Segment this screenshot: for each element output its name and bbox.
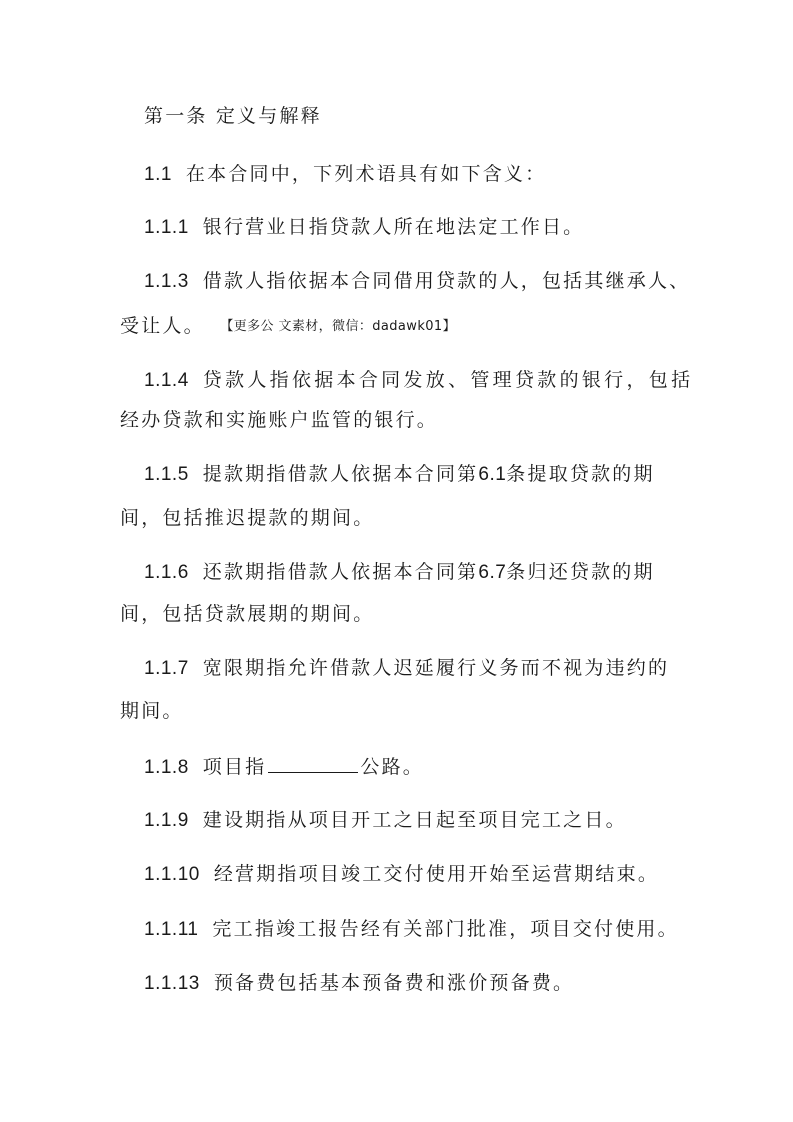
clause-text: 借款人指依据本合同借用贷款的人，包括其继承人、 bbox=[202, 270, 691, 292]
clause-text: 条提取贷款的期 bbox=[506, 463, 655, 485]
clause-text: 经办贷款和实施账户监管的银行。 bbox=[120, 409, 439, 431]
clause-1-1-3-line2 bbox=[120, 314, 456, 341]
clause-number: 1.1 bbox=[144, 164, 172, 185]
article-heading bbox=[144, 104, 322, 128]
clause-reference: 6.7 bbox=[478, 562, 507, 583]
clause-1-1-4-line2 bbox=[120, 408, 438, 432]
clause-text: 宽限期指允许借款人迟延履行义务而不视为违约的 bbox=[202, 657, 670, 679]
clause-number: 1.1.7 bbox=[144, 658, 189, 679]
clause-number: 1.1.1 bbox=[144, 217, 189, 238]
clause-1-1-5-line2 bbox=[120, 506, 374, 530]
clause-number: 1.1.3 bbox=[144, 271, 189, 292]
clause-number: 1.1.4 bbox=[144, 370, 189, 391]
clause-1-1-3-line1 bbox=[144, 269, 690, 294]
clause-1-1-9 bbox=[144, 808, 627, 833]
clause-1-1 bbox=[144, 162, 546, 187]
clause-text: 期间。 bbox=[120, 700, 184, 722]
clause-reference: 6.1 bbox=[478, 464, 507, 485]
clause-number: 1.1.9 bbox=[144, 810, 189, 831]
clause-1-1-5-line1 bbox=[144, 462, 655, 487]
clause-1-1-13 bbox=[144, 971, 574, 996]
blank-underline bbox=[268, 754, 358, 773]
clause-number: 1.1.8 bbox=[144, 757, 189, 778]
clause-number: 1.1.11 bbox=[144, 919, 199, 940]
clause-number: 1.1.5 bbox=[144, 464, 189, 485]
clause-text: 完工指竣工报告经有关部门批准，项目交付使用。 bbox=[212, 918, 679, 940]
clause-1-1-6-line1 bbox=[144, 560, 655, 585]
clause-1-1-8 bbox=[144, 754, 424, 780]
clause-text: 还款期指借款人依据本合同第 bbox=[202, 561, 479, 583]
clause-text: 公路。 bbox=[360, 756, 424, 778]
clause-number: 1.1.6 bbox=[144, 562, 189, 583]
clause-1-1-6-line2 bbox=[120, 602, 374, 626]
clause-text: 贷款人指依据本合同发放、管理贷款的银行，包括 bbox=[202, 369, 694, 391]
promo-note: 【更多公 文素材，微信：dadawk01】 bbox=[226, 319, 456, 334]
clause-1-1-7-line1 bbox=[144, 656, 669, 681]
clause-number: 1.1.13 bbox=[144, 973, 200, 994]
article-heading-text: 第一条 定义与解释 bbox=[144, 105, 322, 127]
clause-text: 银行营业日指贷款人所在地法定工作日。 bbox=[202, 216, 585, 238]
clause-text: 预备费包括基本预备费和涨价预备费。 bbox=[213, 972, 575, 994]
clause-1-1-7-line2 bbox=[120, 699, 184, 723]
clause-text: 经营期指项目竣工交付使用开始至运营期结束。 bbox=[213, 863, 660, 885]
clause-text: 建设期指从项目开工之日起至项目完工之日。 bbox=[202, 809, 627, 831]
clause-text: 项目指 bbox=[202, 756, 267, 778]
clause-number: 1.1.10 bbox=[144, 864, 200, 885]
clause-1-1-10 bbox=[144, 862, 659, 887]
clause-text: 在本合同中，下列术语具有如下含义： bbox=[185, 163, 547, 185]
clause-1-1-11 bbox=[144, 917, 679, 942]
clause-1-1-1 bbox=[144, 215, 584, 240]
clause-text: 间，包括推迟提款的期间。 bbox=[120, 507, 375, 529]
clause-text: 条归还贷款的期 bbox=[506, 561, 655, 583]
clause-text: 提款期指借款人依据本合同第 bbox=[202, 463, 479, 485]
clause-text: 受让人。 bbox=[120, 315, 205, 337]
clause-1-1-4-line1 bbox=[144, 368, 693, 393]
clause-text: 间，包括贷款展期的期间。 bbox=[120, 603, 375, 625]
